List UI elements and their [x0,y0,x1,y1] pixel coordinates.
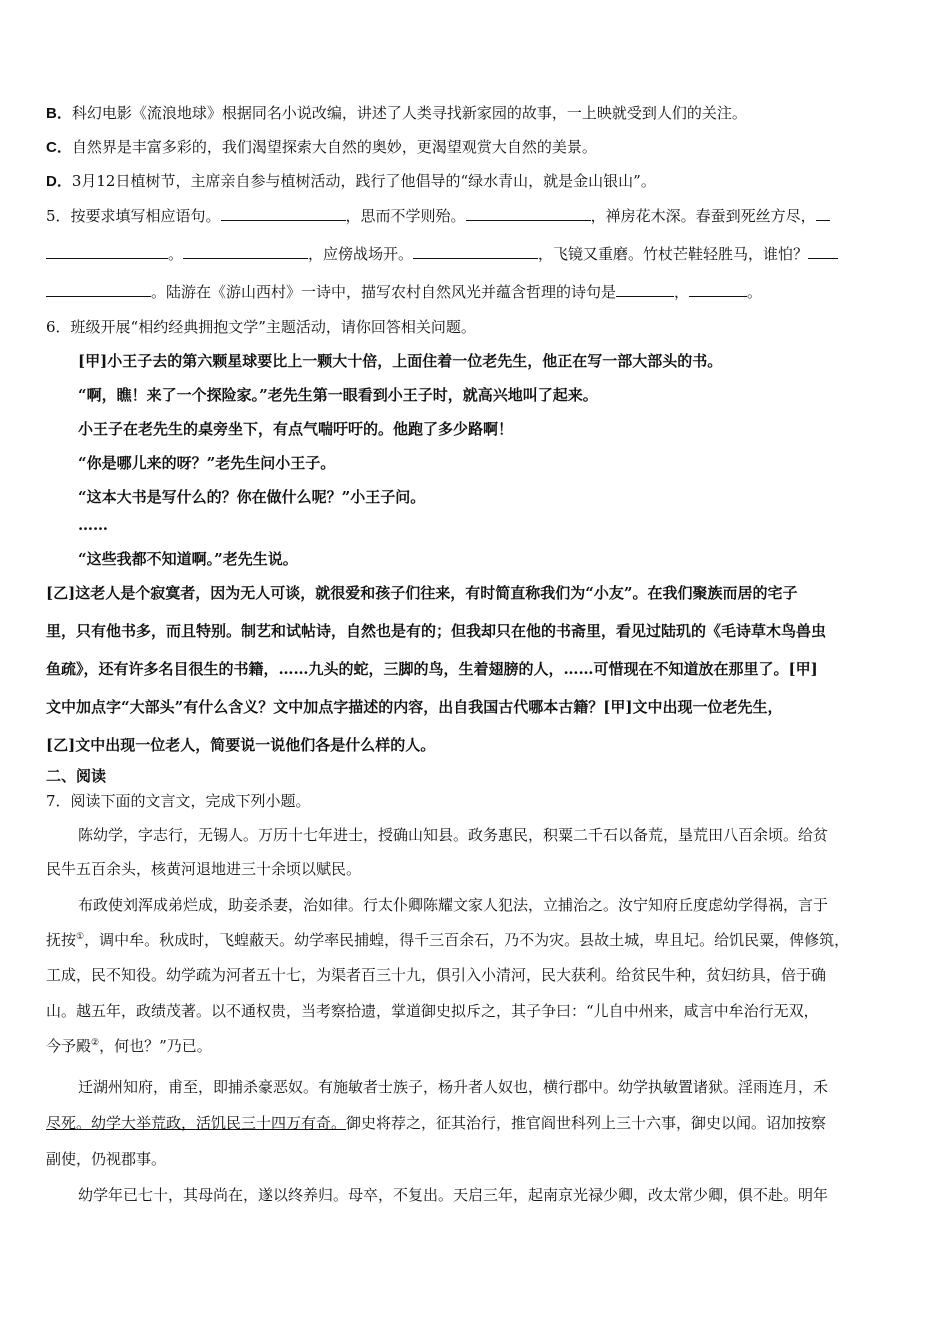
q5-text-3c: 。 [747,283,763,301]
q7-p3-line-3: 副使，仍视郡事。 [46,1150,167,1168]
q7-underlined-sentence: 尽死。幼学大举荒政，活饥民三十四万有奇。 [46,1114,347,1132]
q5-blank-8[interactable] [689,282,747,297]
q7-p3-line-2 [46,1112,908,1134]
footnote-marker-1[interactable]: ① [76,932,85,942]
q6-yi-line-3: 鱼疏》，还有许多名目很生的书籍，……九头的蛇，三脚的鸟，生着翅膀的人，……可惜现在不知道放在那里了。[甲] [46,660,818,678]
q6-intro: 6．班级开展“相约经典拥抱文学”主题活动，请你回答相关问题。 [46,318,476,336]
q7-p2-text-c: 今予殿 [46,1037,92,1055]
q7-p2-text-a: 抚按 [46,931,77,949]
q7-p2-line-1: 布政使刘浑成弟烂成，助妾杀妻，治如律。行太仆卿陈耀文家人犯法，立捕治之。汝宁知府丘度虑幼学得祸，言于 [78,896,829,914]
q7-p2-line-5 [46,1035,908,1057]
option-b-key: B． [46,105,72,122]
q6-yi-line-4: 文中加点字“大部头”有什么含义？文中加点字描述的内容，出自我国古代哪本古籍？[甲]文中出现一位老先生， [46,698,783,716]
footnote-marker-2[interactable]: ② [91,1038,100,1048]
q6-jia-line-7: “这些我都不知道啊。”老先生说。 [78,550,298,568]
q5-text-1c: ，禅房花木深。春蚕到死丝方尽， [590,207,816,225]
q5-blank-5[interactable] [413,244,538,259]
q5-line-3 [46,281,908,303]
q6-jia-line-2: “啊，瞧！来了一个探险家。”老先生第一眼看到小王子时，就高兴地叫了起来。 [78,386,598,404]
q6-jia-line-1: [甲]小王子去的第六颗星球要比上一颗大十倍，上面住着一位老先生，他正在写一部大部头的书。 [78,352,723,370]
q7-p1-line-2: 民牛五百余头，核黄河退地进三十余顷以赋民。 [46,860,362,878]
q7-p3-text-b: 御史将荐之，征其治行，推官阎世科列上三十六事，御史以闻。诏加按察 [346,1114,827,1132]
option-c-text: 自然界是丰富多彩的，我们渴望探索大自然的奥妙，更渴望观赏大自然的美景。 [71,138,597,156]
q6-yi-line-5: [乙]文中出现一位老人，简要说一说他们各是什么样的人。 [46,736,436,754]
q6-jia-line-5: “这本大书是写什么的？你在做什么呢？”小王子问。 [78,488,426,506]
q5-blank-1[interactable] [221,206,346,221]
q5-text-2b: ，应傍战场开。 [308,245,414,263]
q5-text-3b: ， [674,283,690,301]
q6-jia-line-4: “你是哪儿来的呀？”老先生问小王子。 [78,454,336,472]
q7-p2-line-2 [46,929,908,951]
q5-blank-2[interactable] [466,206,591,221]
option-d-text: 3月12日植树节，主席亲自参与植树活动，践行了他倡导的“绿水青山，就是金山银山”。 [71,172,656,190]
q6-jia-line-3: 小王子在老先生的桌旁坐下，有点气喘吁吁的。他跑了多少路啊！ [78,420,514,438]
option-b-text: 科幻电影《流浪地球》根据同名小说改编，讲述了人类寻找新家园的故事，一上映就受到人们的关注。 [71,104,747,122]
q5-blank-4[interactable] [183,244,308,259]
q5-blank-3a[interactable] [816,206,830,221]
q5-text-2c: ，飞镜又重磨。竹杖芒鞋轻胜马，谁怕？ [538,245,809,263]
q7-p2-text-b: ，调中牟。秋成时，飞蝗蔽天。幼学率民捕蝗，得千三百余石，乃不为灾。县故土城，卑且圮。给饥民粟，俾修筑， [84,931,850,949]
option-d [46,170,908,193]
q7-p1-line-1: 陈幼学，字志行，无锡人。万历十七年进士，授确山知县。政务惠民，积粟二千石以备荒，垦荒田八百余顷。给贫 [78,826,829,844]
q6-yi-line-1: [乙]这老人是个寂寞者，因为无人可谈，就很爱和孩子们往来，有时简直称我们为“小友”。在我们聚族而居的宅子 [46,584,798,602]
q5-blank-7[interactable] [616,282,674,297]
section-2-heading: 二、阅读 [46,767,107,785]
q7-p3-line-1: 迁湖州知府，甫至，即捕杀豪恶奴。有施敏者士族子，杨升者人奴也，横行郡中。幼学执敏置诸狱。淫雨连月，禾 [78,1078,829,1096]
q5-blank-6a[interactable] [808,244,838,259]
q5-text-3a: 。陆游在《游山西村》一诗中，描写农村自然风光并蕴含哲理的诗句是 [151,283,617,301]
q5-line-2 [46,243,908,265]
q7-p2-text-d: ，何也？”乃已。 [99,1037,212,1055]
q6-jia-line-6: …… [78,516,108,534]
option-b [46,102,908,125]
q6-yi-line-2: 里，只有他书多，而且特别。制艺和试帖诗，自然也是有的；但我却只在他的书斋里，看见过陆玑的《毛诗草木鸟兽虫 [46,622,827,640]
option-c-key: C． [46,139,72,156]
q5-text-2a: 。 [168,245,184,263]
q7-intro: 7．阅读下面的文言文，完成下列小题。 [46,792,311,810]
option-c [46,136,908,159]
option-d-key: D． [46,173,72,190]
q5-blank-3b[interactable] [46,244,168,259]
q5-line-1 [46,205,908,227]
q7-p4-line-1: 幼学年已七十，其母尚在，遂以终养归。母卒，不复出。天启三年，起南京光禄少卿，改太常少卿，俱不赴。明年 [78,1186,829,1204]
q5-text-1b: ，思而不学则殆。 [345,207,466,225]
q7-p2-line-4: 山。越五年，政绩茂著。以不通权贵，当考察拾遗，掌道御史拟斥之，其子争曰：“儿自中州来，咸言中牟治行无双， [46,1002,819,1020]
q5-prompt: 5．按要求填写相应语句。 [46,207,221,225]
q5-blank-6b[interactable] [46,282,151,297]
q7-p2-line-3: 工成，民不知役。幼学疏为河者五十七，为渠者百三十九，俱引入小清河，民大获利。给贫民牛种，贫妇纺具，倍于确 [46,966,827,984]
